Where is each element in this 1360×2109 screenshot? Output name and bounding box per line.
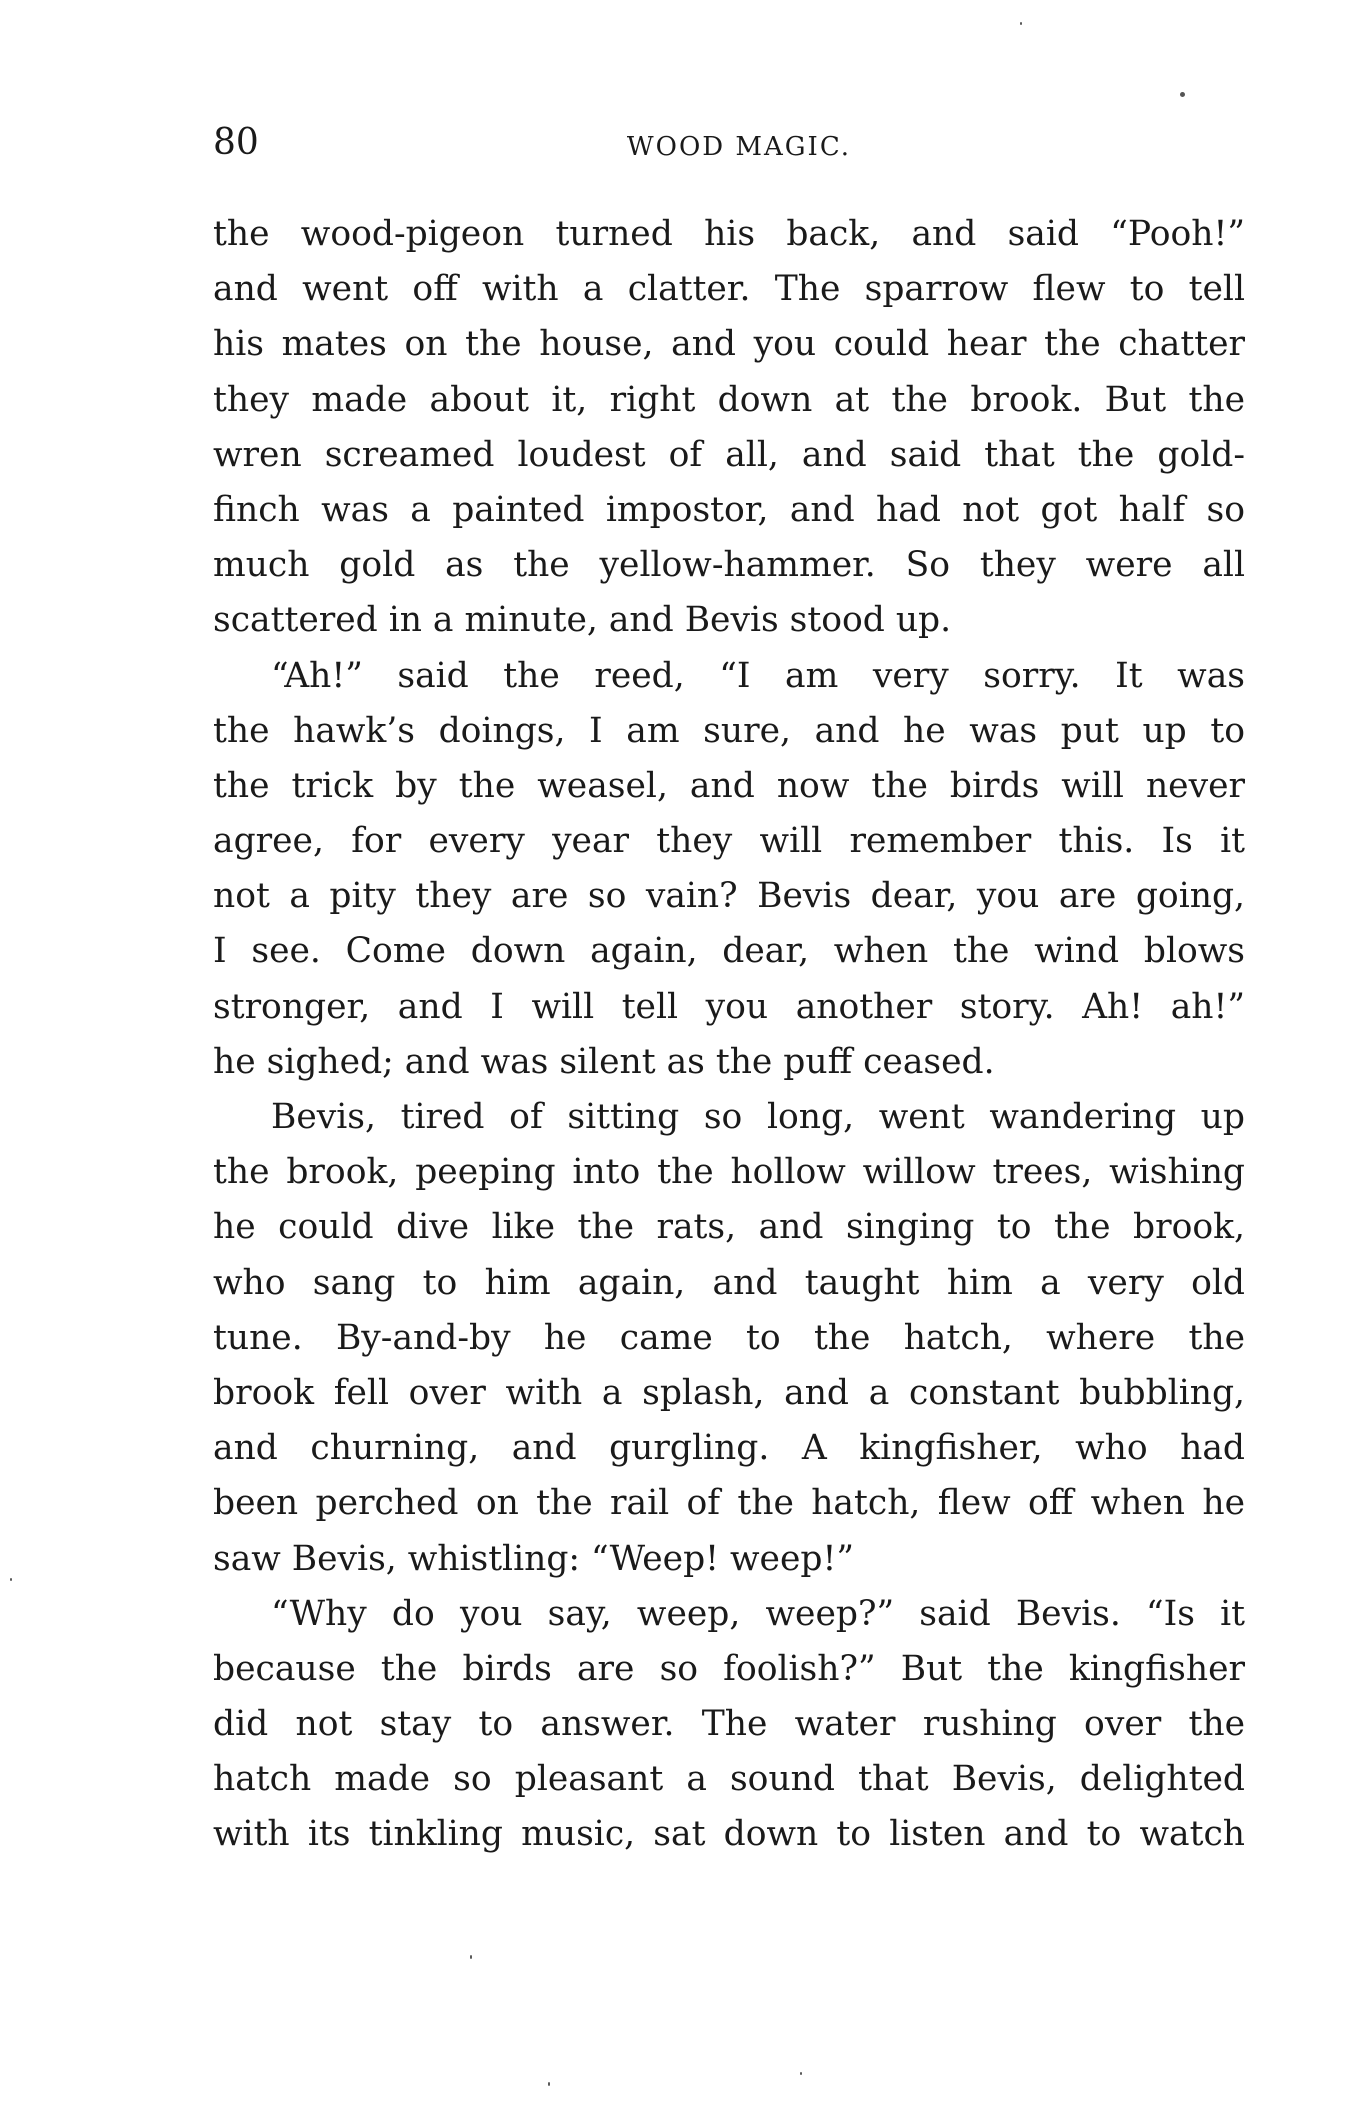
text-line: the brook, peeping into the hollow willow trees, wishing — [213, 1152, 1245, 1193]
text-line: he could dive like the rats, and singing to the brook, — [213, 1207, 1245, 1248]
text-line: the wood-pigeon turned his back, and said “Pooh!” — [213, 214, 1245, 254]
text-line: and went off with a clatter. The sparrow flew to tell — [213, 269, 1245, 310]
scan-speck — [470, 1955, 472, 1959]
text-line: stronger, and I will tell you another story. Ah! ah!” — [213, 986, 1245, 1027]
text-line: tune. By-and-by he came to the hatch, where the — [213, 1317, 1245, 1358]
running-head — [213, 118, 1245, 168]
scan-speck — [800, 2072, 802, 2075]
text-line: the trick by the weasel, and now the birds will never — [213, 765, 1245, 806]
paragraph — [213, 649, 1245, 1091]
text-line: been perched on the rail of the hatch, flew off when he — [213, 1483, 1245, 1524]
text-line: because the birds are so foolish?” But the kingfisher — [213, 1648, 1245, 1689]
text-line: “Why do you say, weep, weep?” said Bevis. “Is it — [271, 1593, 1245, 1634]
text-line: the hawk’s doings, I am sure, and he was put up to — [213, 710, 1245, 751]
scan-speck — [10, 1578, 12, 1581]
text-line: much gold as the yellow-hammer. So they were all — [213, 545, 1245, 586]
text-line: finch was a painted impostor, and had not got half so — [213, 489, 1245, 530]
scan-speck — [1020, 22, 1022, 25]
scan-speck — [1180, 92, 1185, 97]
text-line: “Ah!” said the reed, “I am very sorry. It was — [271, 655, 1245, 696]
page-number: 80 — [213, 122, 259, 163]
text-line: agree, for every year they will remember this. Is it — [213, 821, 1245, 862]
text-line: not a pity they are so vain? Bevis dear, you are going, — [213, 876, 1245, 917]
text-line: and churning, and gurgling. A kingfisher, who had — [213, 1428, 1245, 1469]
text-line: who sang to him again, and taught him a very old — [213, 1262, 1245, 1303]
text-line: brook fell over with a splash, and a constant bubbling, — [213, 1372, 1245, 1413]
paragraph — [213, 207, 1245, 649]
text-line: Bevis, tired of sitting so long, went wandering up — [271, 1097, 1245, 1137]
text-line: hatch made so pleasant a sound that Bevis, delighted — [213, 1759, 1245, 1800]
text-line: his mates on the house, and you could hear the chatter — [213, 324, 1245, 365]
text-line: with its tinkling music, sat down to listen and to watch — [213, 1814, 1245, 1855]
text-line: I see. Come down again, dear, when the wind blows — [213, 931, 1245, 972]
paragraph — [213, 1587, 1245, 1863]
text-line: did not stay to answer. The water rushing over the — [213, 1704, 1245, 1745]
text-line: wren screamed loudest of all, and said that the gold- — [213, 434, 1245, 475]
text-line: they made about it, right down at the brook. But the — [213, 379, 1245, 420]
text-line: scattered in a minute, and Bevis stood up. — [213, 600, 952, 641]
text-line: he sighed; and was silent as the puff ceased. — [213, 1041, 995, 1082]
text-line: saw Bevis, whistling: “Weep! weep!” — [213, 1538, 854, 1579]
paragraph — [213, 1090, 1245, 1587]
scan-speck — [548, 2082, 550, 2086]
body-text — [213, 207, 1245, 1863]
running-title: WOOD MAGIC. — [626, 132, 852, 162]
